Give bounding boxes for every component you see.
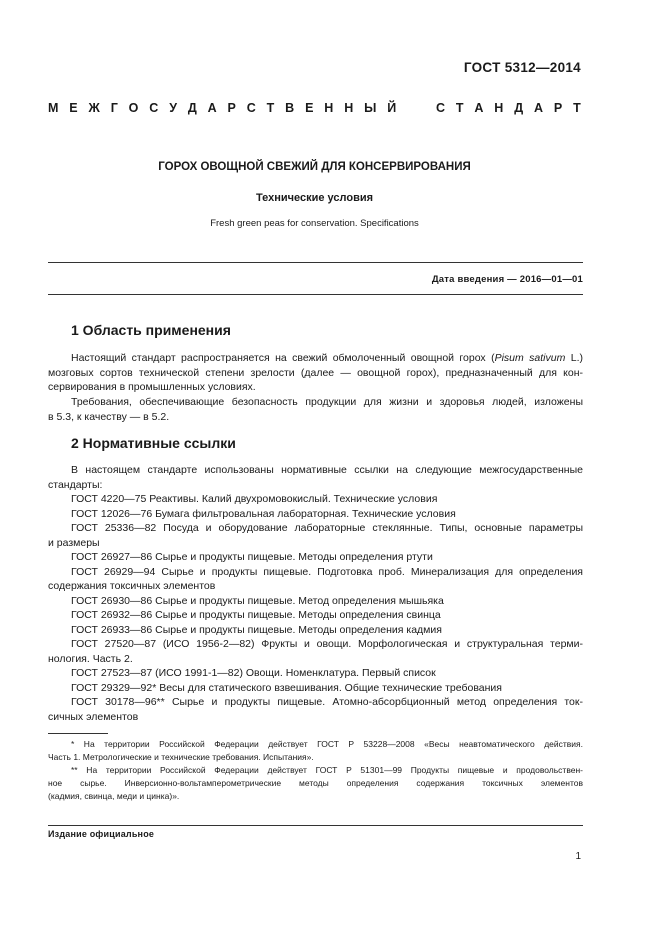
banner-letter: Р — [553, 101, 563, 115]
reference-line: ГОСТ 27520—87 (ИСО 1956-2—82) Фрукты и овощи. Морфологическая и структуральная терми- — [71, 638, 583, 650]
footnote-line: * На территории Российской Федерации действует ГОСТ Р 53228—2008 «Весы неавтоматического действия. — [71, 739, 583, 749]
text-line: Требования, обеспечивающие безопасность продукции для жизни и здоровья людей, изложены — [71, 396, 583, 408]
banner-letter: С — [435, 101, 445, 115]
banner-letter: Н — [324, 101, 334, 115]
banner-letter: Ы — [364, 101, 377, 115]
footnote-line: Часть 1. Метрологические и технические требования. Испытания». — [48, 752, 314, 762]
footnote-1 — [48, 738, 583, 764]
title-divider-bottom — [48, 294, 583, 295]
banner-letter: Р — [227, 101, 236, 115]
reference-line: и размеры — [48, 536, 100, 549]
banner-letter: А — [474, 101, 484, 115]
banner-letter: С — [246, 101, 256, 115]
text-line: сервирования в промышленных условиях. — [48, 381, 256, 393]
official-edition-label: Издание официальное — [48, 829, 155, 839]
document-title-english: Fresh green peas for conservation. Specifications — [210, 218, 419, 229]
banner-letter: А — [207, 101, 217, 115]
reference-line: ГОСТ 26927—86 Сырье и продукты пищевые. Методы определения ртути — [71, 551, 433, 563]
footnote-line: ное сырье. Инверсионно-вольтамперометрические методы определения содержания токсичных элементов — [48, 778, 583, 788]
title-divider-top — [48, 262, 583, 263]
banner-letter: Е — [69, 101, 78, 115]
reference-line: стандарты: — [48, 478, 103, 491]
page-number: 1 — [575, 851, 581, 862]
reference-line: ГОСТ 4220—75 Реактивы. Калий двухромовокислый. Технические условия — [71, 493, 438, 505]
text-fragment: L.) — [565, 352, 584, 364]
banner-letter: Й — [387, 101, 397, 115]
banner-letter: Д — [187, 101, 197, 115]
reference-line: ГОСТ 26933—86 Сырье и продукты пищевые. Методы определения кадмия — [71, 623, 442, 636]
document-subtitle: Технические условия — [255, 192, 374, 204]
introduction-date: Дата введения — 2016—01—01 — [431, 274, 583, 285]
banner-letter: Т — [266, 101, 275, 115]
footnote-separator — [48, 733, 108, 734]
reference-line: ГОСТ 29329—92* Весы для статического взвешивания. Общие технические требования — [71, 681, 502, 694]
banner-letter: В — [285, 101, 295, 115]
reference-line: ГОСТ 27523—87 (ИСО 1991-1—82) Овощи. Номенклатура. Первый список — [71, 667, 436, 679]
reference-line: ГОСТ 26929—94 Сырье и продукты пищевые. Подготовка проб. Минерализация для определения — [71, 565, 583, 578]
document-title: ГОРОХ ОВОЩНОЙ СВЕЖИЙ ДЛЯ КОНСЕРВИРОВАНИЯ — [158, 161, 471, 173]
banner-word-gap — [407, 101, 425, 117]
reference-line: В настоящем стандарте использованы нормативные ссылки на следующие межгосударственные — [71, 464, 583, 476]
reference-line: ГОСТ 26930—86 Сырье и продукты пищевые. Метод определения мышьяка — [71, 594, 444, 607]
reference-line: ГОСТ 30178—96** Сырье и продукты пищевые. Атомно-абсорбционный метод определения ток- — [71, 696, 583, 708]
interstate-standard-banner — [48, 101, 581, 117]
reference-line: сичных элементов — [48, 710, 139, 723]
section-2-references — [48, 463, 583, 724]
footnote-line: (кадмия, свинца, меди и цинка)». — [48, 791, 180, 801]
reference-line: нология. Часть 2. — [48, 652, 133, 665]
reference-line: ГОСТ 25336—82 Посуда и оборудование лабораторные стеклянные. Типы, основные параметры — [71, 522, 583, 534]
latin-name: Pisum sativum — [494, 352, 566, 364]
banner-letter: Ж — [88, 101, 100, 115]
banner-letter: Е — [305, 101, 314, 115]
text-fragment: Настоящий стандарт распространяется на свежий обмолоченный овощной горох ( — [71, 352, 495, 364]
text-line — [48, 351, 583, 366]
banner-letter: Д — [514, 101, 524, 115]
banner-letter: Г — [110, 101, 118, 115]
footnote-line: ** На территории Российской Федерации действует ГОСТ Р 51301—99 Продукты пищевые и продовольствен- — [71, 765, 583, 775]
banner-letter: С — [149, 101, 159, 115]
edition-divider — [48, 825, 583, 826]
section-2-heading: 2 Нормативные ссылки — [71, 435, 236, 451]
section-1-heading: 1 Область применения — [71, 322, 231, 338]
banner-letter: Н — [494, 101, 504, 115]
section-1-paragraph-2 — [48, 395, 583, 424]
banner-letter: А — [533, 101, 544, 115]
gost-code-header: ГОСТ 5312—2014 — [463, 60, 581, 75]
banner-letter: У — [169, 101, 177, 115]
text-line: мозговых сортов технической степени зрелости (далее — овощной горох), предназначенный для кон- — [48, 366, 583, 379]
text-line: в 5.3, к качеству — в 5.2. — [48, 410, 170, 423]
banner-letter: Т — [455, 101, 464, 115]
banner-letter: М — [48, 101, 59, 115]
footnote-2 — [48, 764, 583, 803]
banner-letter: Т — [573, 101, 581, 115]
section-1-paragraph-1 — [48, 351, 583, 395]
banner-letter: Н — [344, 101, 354, 115]
reference-line: ГОСТ 12026—76 Бумага фильтровальная лабораторная. Технические условия — [71, 507, 456, 520]
banner-letter: О — [128, 101, 139, 115]
reference-line: содержания токсичных элементов — [48, 580, 216, 592]
reference-line: ГОСТ 26932—86 Сырье и продукты пищевые. Методы определения свинца — [71, 609, 441, 621]
